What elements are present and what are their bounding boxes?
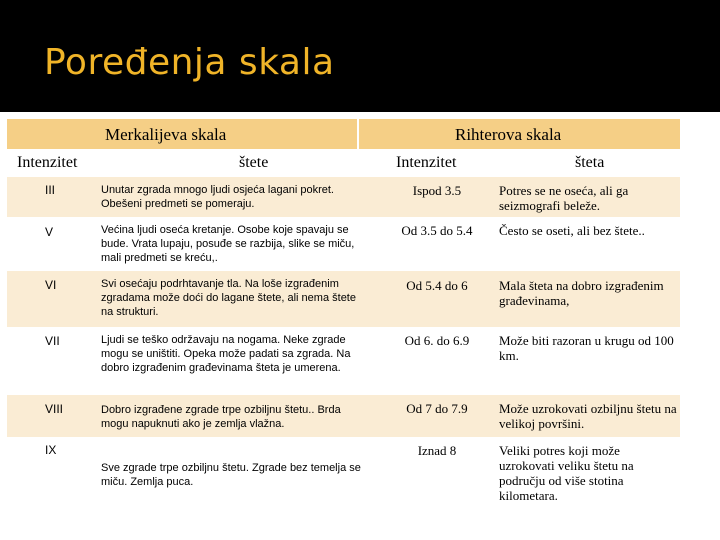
damage-cell: Većina ljudi oseća kretanje. Osobe koje spavaju se bude. Vrata lupaju, posuđe se razbija, slike se miču, mali predmeti se kreću,. [101, 224, 355, 264]
group-header-richter: Rihterova skala [359, 119, 680, 149]
damage-cell: Dobro izgrađene zgrade trpe ozbiljnu štetu.. Brda mogu napuknuti ako je zemlja vlažna. [101, 404, 341, 430]
table-row [7, 437, 680, 511]
title-bar [0, 0, 720, 112]
richter-damage-cell: Mala šteta na dobro izgrađenim građevinama, [499, 278, 664, 308]
group-header-mercalli: Merkalijeva skala [7, 119, 359, 149]
richter-damage-cell: Veliki potres koji može uzrokovati veliku štetu na području od više stotina kilometara. [499, 443, 634, 503]
table-row [7, 395, 680, 437]
intensity-cell: IX [45, 443, 57, 457]
column-header: Intenzitet [17, 154, 78, 171]
intensity-cell: VII [45, 334, 60, 348]
column-header: šteta [575, 154, 605, 171]
group-header-row [7, 119, 680, 149]
page-title: Poređenja skala [44, 42, 335, 83]
table-row [7, 217, 680, 271]
table-row [7, 327, 680, 395]
richter-damage-cell: Često se oseti, ali bez štete.. [499, 223, 645, 238]
column-header: štete [239, 154, 269, 171]
richter-damage-cell: Potres se ne oseća, ali ga seizmografi beleže. [499, 183, 629, 213]
richter-cell: Od 7 do 7.9 [406, 401, 468, 416]
intensity-cell: V [45, 225, 54, 239]
intensity-cell: VIII [45, 402, 64, 416]
damage-cell: Unutar zgrada mnogo ljudi osjeća lagani pokret. Obešeni predmeti se pomeraju. [101, 184, 334, 210]
richter-damage-cell: Može biti razoran u krugu od 100 km. [499, 333, 674, 363]
intensity-cell: III [45, 183, 56, 197]
richter-damage-cell: Može uzrokovati ozbiljnu štetu na velikoj površini. [499, 401, 677, 431]
richter-cell: Od 3.5 do 5.4 [401, 223, 473, 238]
richter-cell: Iznad 8 [417, 443, 457, 458]
column-header-row [7, 150, 680, 176]
table-row [7, 177, 680, 217]
table-row [7, 271, 680, 327]
damage-cell: Sve zgrade trpe ozbiljnu štetu. Zgrade bez temelja se miču. Zemlja puca. [101, 462, 361, 488]
damage-cell: Svi osećaju podrhtavanje tla. Na loše izgrađenim zgradama može doći do lagane štete, ali nema štete na strukturi. [101, 278, 356, 318]
richter-cell: Ispod 3.5 [412, 183, 462, 198]
column-header: Intenzitet [396, 154, 457, 171]
damage-cell: Ljudi se teško održavaju na nogama. Neke zgrade mogu se uništiti. Opeka može padati sa zgrada. Na dobro izgrađenim građevinama šteta je umerena. [101, 334, 351, 374]
intensity-cell: VI [45, 278, 57, 292]
richter-cell: Od 5.4 do 6 [406, 278, 468, 293]
richter-cell: Od 6. do 6.9 [404, 333, 470, 348]
